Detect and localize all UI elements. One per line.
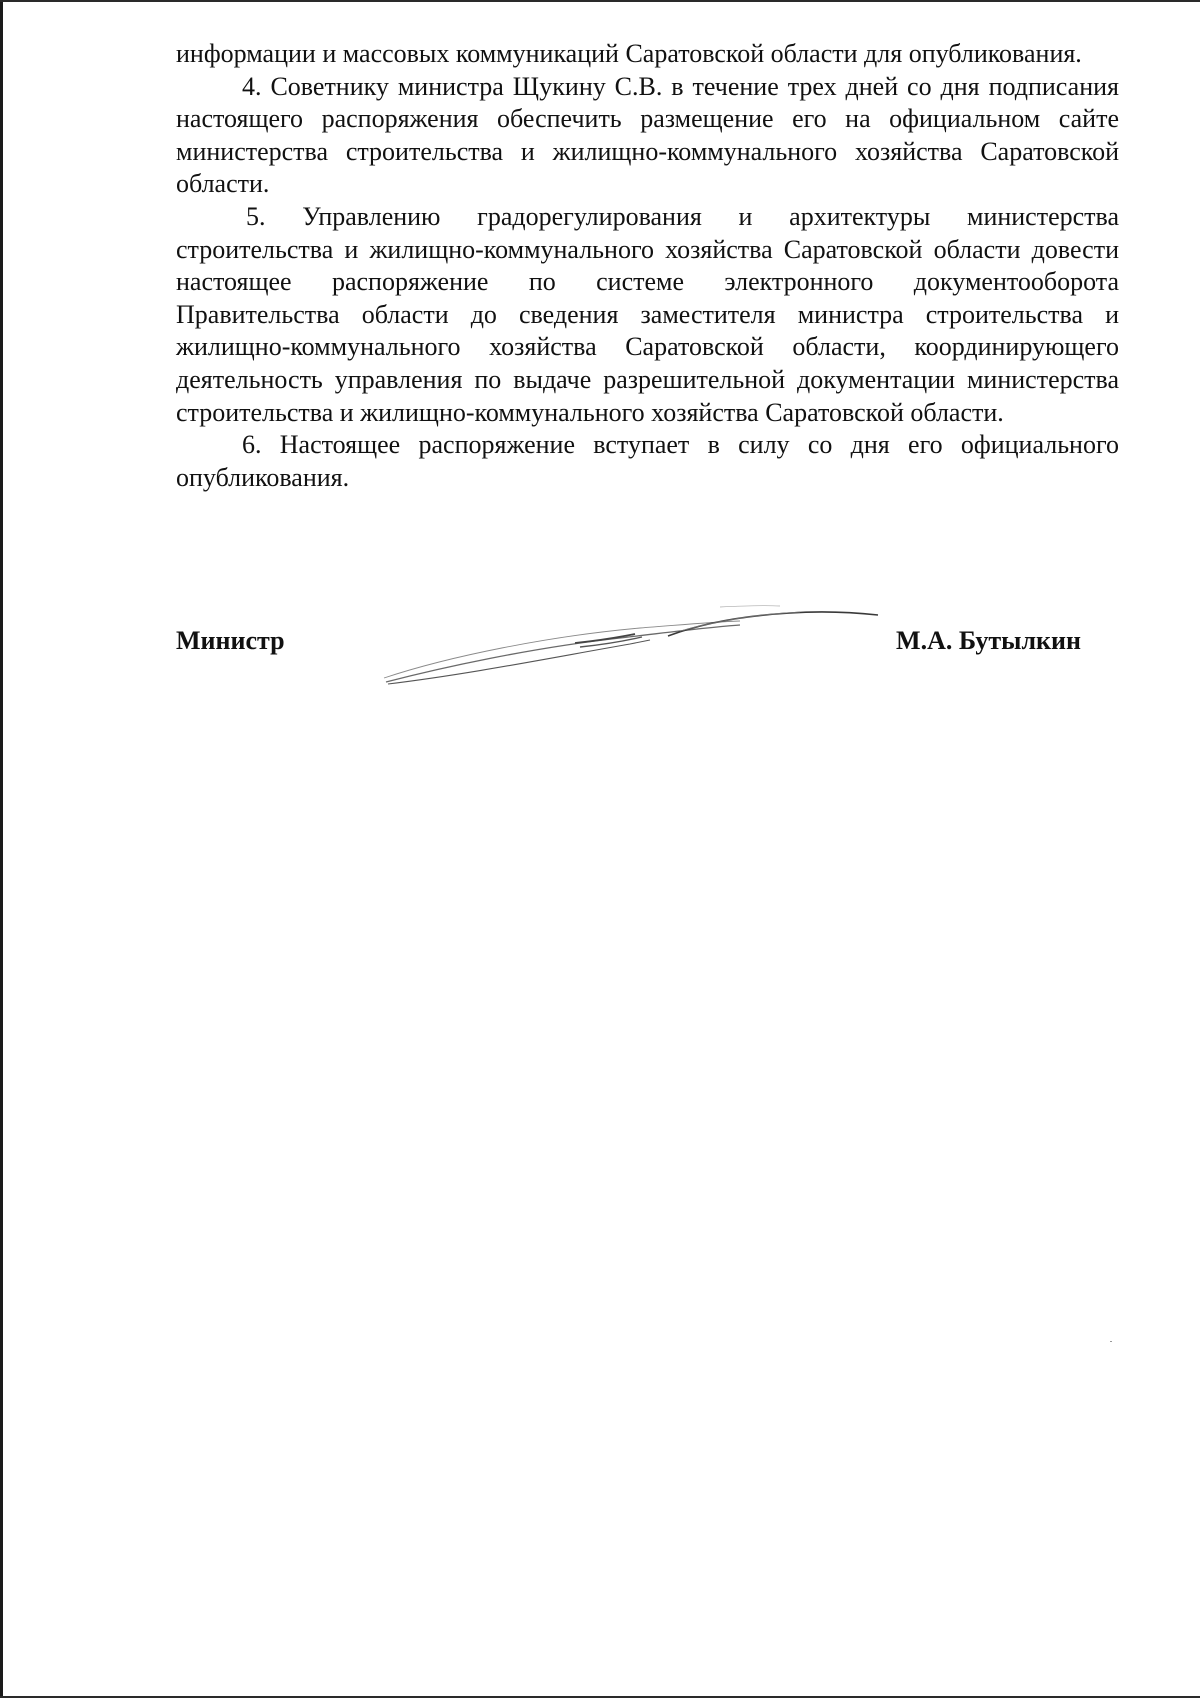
- scan-edge-left: [0, 0, 3, 1698]
- scan-speck: [1110, 1341, 1112, 1342]
- paragraph-continuation: информации и массовых коммуникаций Саратовской области для опубликования.: [176, 39, 1082, 68]
- scan-edge-top: [0, 0, 1200, 2]
- document-body: [176, 38, 1119, 494]
- signer-name: М.А. Бутылкин: [896, 626, 1081, 655]
- paragraph-item-6: 6. Настоящее распоряжение вступает в силу со дня его официального опубликования.: [176, 430, 1119, 492]
- paragraph-item-4: 4. Советнику министра Щукину С.В. в течение трех дней со дня подписания настоящего распоряжения обеспечить размещение его на официальном сайте министерства строительства и жилищно-коммунального хозяйства Саратовской области.: [176, 71, 1119, 199]
- paragraph-item-5: 5. Управлению градорегулирования и архитектуры министерства строительства и жилищно-коммунального хозяйства Саратовской области довести настоящее распоряжение по системе электронного документооборота Правительства области до сведения заместителя министра строительства и жилищно-коммунального хозяйства Саратовской области, координирующего деятельность управления по выдаче разрешительной документации министерства строительства и жилищно-коммунального хозяйства Саратовской области.: [176, 201, 1119, 427]
- signature-block: [176, 626, 1081, 666]
- signer-title: Министр: [176, 626, 285, 655]
